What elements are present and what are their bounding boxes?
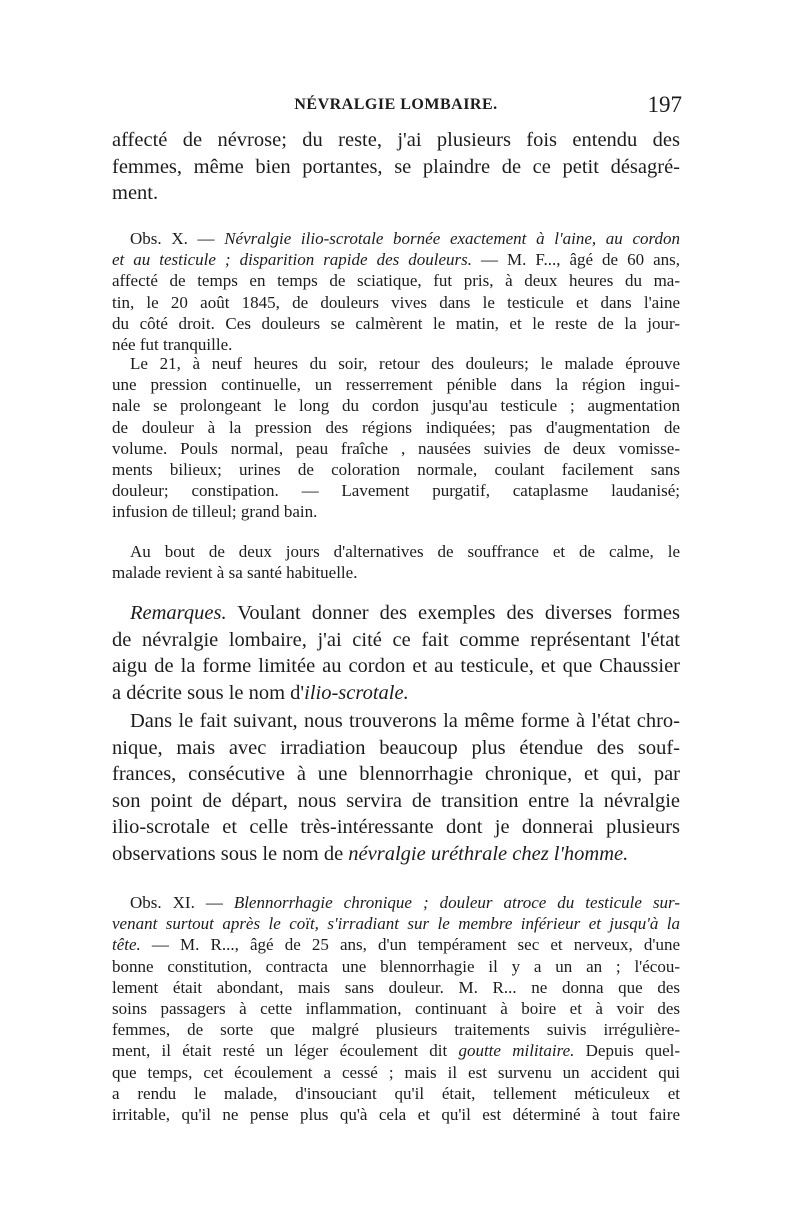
observation-10 <box>112 228 680 355</box>
text-line <box>112 600 680 627</box>
page-number: 197 <box>647 92 682 117</box>
text-line: femmes, même bien portantes, se plaindre de ce petit désagré- <box>112 155 680 178</box>
text-fragment: Depuis quel- <box>574 1041 680 1061</box>
text-line <box>112 841 680 868</box>
text-line: une pression continuelle, un resserrement pénible dans la région ingui- <box>112 375 680 395</box>
text-line: frances, consécutive à une blennorrhagie chronique, et qui, par <box>112 763 680 785</box>
text-line: douleur; constipation. — Lavement purgatif, cataplasme laudanisé; <box>112 481 680 501</box>
text-line: infusion de tilleul; grand bain. <box>112 502 318 522</box>
italic-term: goutte militaire. <box>458 1041 575 1061</box>
text-line: de douleur à la pression des régions indiquées; pas d'augmentation de <box>112 417 680 437</box>
observation-label: Obs. XI. — <box>130 893 234 912</box>
observation-heading-line <box>112 228 680 249</box>
text-line: ment. <box>112 182 159 204</box>
transition-paragraph <box>112 708 680 867</box>
text-line <box>112 680 680 707</box>
text-line: irritable, qu'il ne pense plus qu'à cela et qu'il est déterminé à tout faire <box>112 1105 680 1125</box>
text-line: affecté de temps en temps de sciatique, fut pris, à deux heures du ma- <box>112 271 680 291</box>
observation-title: et au testicule ; disparition rapide des douleurs. <box>112 250 472 270</box>
text-line <box>112 1040 680 1061</box>
text-fragment: observations sous le nom de <box>112 842 349 865</box>
text-line: née fut tranquille. <box>112 335 233 355</box>
text-line: Au bout de deux jours d'alternatives de souffrance et de calme, le <box>130 542 680 561</box>
text-line: ments bilieux; urines de coloration normale, coulant facilement sans <box>112 460 680 480</box>
italic-term: névralgie uréthrale chez l'homme. <box>348 842 629 865</box>
text-line: Dans le fait suivant, nous trouverons la même forme à l'état chro- <box>130 710 680 732</box>
text-line: malade revient à sa santé habituelle. <box>112 563 358 583</box>
text-line: son point de départ, nous servira de transition entre la névralgie <box>112 789 680 812</box>
text-fragment: Voulant donner des exemples des diverses formes <box>226 602 680 624</box>
observation-heading-line <box>112 892 680 913</box>
observation-heading-line <box>112 934 680 955</box>
remarks-paragraph <box>112 600 680 706</box>
observation-title: Blennorrhagie chronique ; douleur atroce du testicule sur- <box>233 893 680 912</box>
text-line: affecté de névrose; du reste, j'ai plusieurs fois entendu des <box>112 129 680 151</box>
text-line: volume. Pouls normal, peau fraîche , nausées suivies de deux vomisse- <box>112 438 680 458</box>
text-line: femmes, de sorte que malgré plusieurs traitements suivis irrégulière- <box>112 1020 680 1040</box>
text-line: du côté droit. Ces douleurs se calmèrent le matin, et le reste de la jour- <box>112 313 680 333</box>
observation-10-continued <box>112 353 680 523</box>
text-fragment: — M. F..., âgé de 60 ans, <box>472 250 680 270</box>
text-fragment: — M. R..., âgé de 25 ans, d'un tempérament sec et nerveux, d'une <box>140 935 680 955</box>
observation-heading-line <box>112 913 680 934</box>
running-title: NÉVRALGIE LOMBAIRE. <box>294 96 498 113</box>
italic-term: ilio-scrotale. <box>304 681 409 704</box>
observation-11 <box>112 892 680 1125</box>
observation-title: venant surtout après le coït, s'irradiant sur le membre inférieur et jusqu'à la <box>112 914 680 934</box>
text-line: de névralgie lombaire, j'ai cité ce fait comme représentant l'état <box>112 628 680 651</box>
text-line: que temps, cet écoulement a cessé ; mais il est survenu un accident qui <box>112 1062 680 1082</box>
observation-label: Obs. X. — <box>130 229 225 248</box>
text-line: lement était abondant, mais sans douleur. M. R... ne donna que des <box>112 977 680 997</box>
text-line: bonne constitution, contracta une blennorrhagie il y a un an ; l'écou- <box>112 956 680 976</box>
paragraph-continuation <box>112 127 680 207</box>
text-line: Le 21, à neuf heures du soir, retour des douleurs; le malade éprouve <box>130 354 680 373</box>
text-line: ilio-scrotale et celle très-intéressante dont je donnerai plusieurs <box>112 816 680 838</box>
text-line: tin, le 20 août 1845, de douleurs vives dans le testicule et dans l'aine <box>112 292 680 312</box>
observation-title: Névralgie ilio-scrotale bornée exactement à l'aine, au cordon <box>224 229 680 248</box>
observation-10-outcome <box>112 541 680 583</box>
text-fragment: a décrite sous le nom d' <box>112 681 305 704</box>
remarks-label: Remarques. <box>130 602 227 624</box>
text-fragment: ment, il était resté un léger écoulement dit <box>112 1041 459 1061</box>
text-line: nale se prolongeant le long du cordon jusqu'au testicule ; augmentation <box>112 396 680 416</box>
text-line: aigu de la forme limitée au cordon et au testicule, et que Chaussier <box>112 655 680 677</box>
page-header <box>110 92 682 122</box>
observation-heading-line <box>112 249 680 270</box>
text-line: a rendu le malade, d'insouciant qu'il était, tellement méticuleux et <box>112 1083 680 1103</box>
text-line: soins passagers à cette inflammation, continuant à boire et à voir des <box>112 999 680 1019</box>
text-line: nique, mais avec irradiation beaucoup plus étendue des souf- <box>112 736 680 759</box>
observation-title: tête. <box>112 935 141 955</box>
